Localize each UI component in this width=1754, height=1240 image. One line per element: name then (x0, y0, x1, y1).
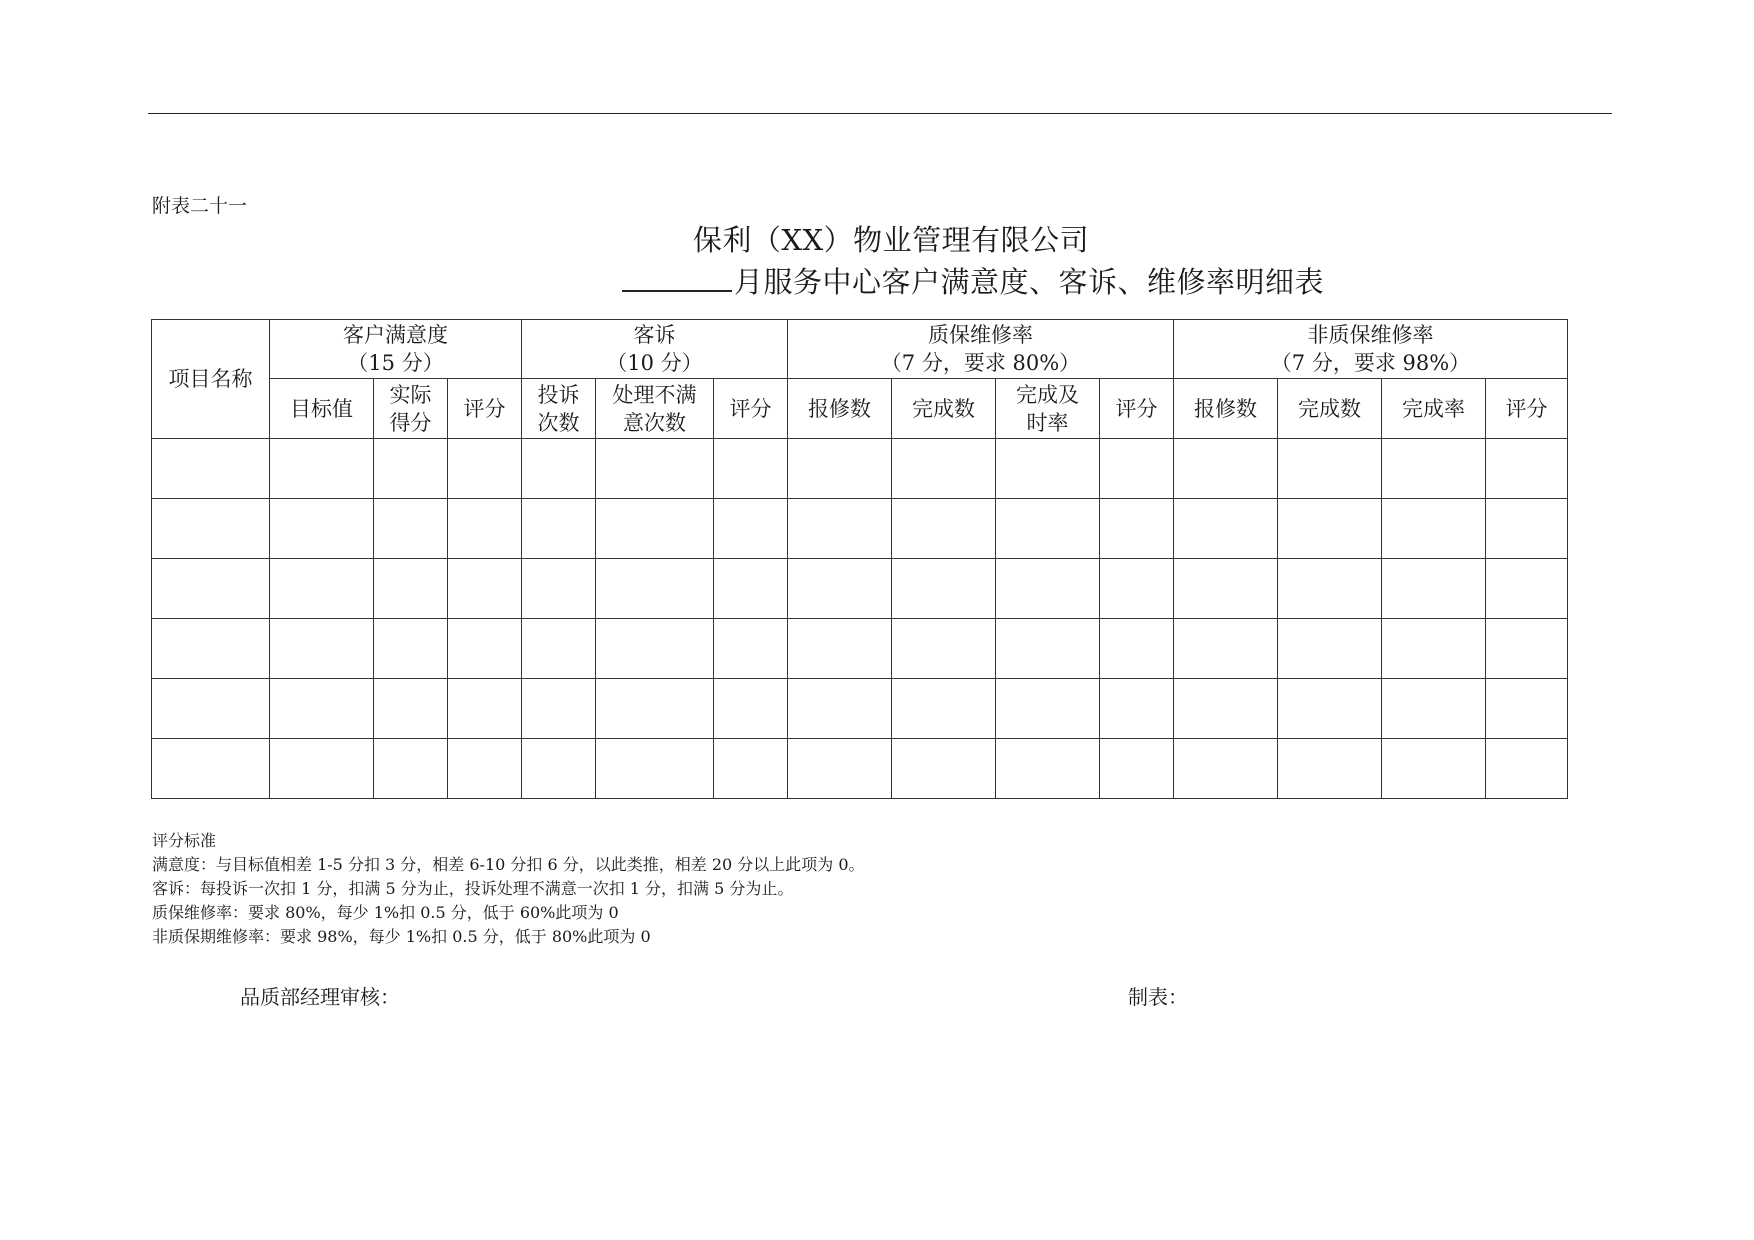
table-cell[interactable] (1100, 439, 1174, 499)
table-cell[interactable] (1100, 559, 1174, 619)
table-row (152, 619, 1568, 679)
header-column: 投诉 次数 (522, 379, 596, 439)
detail-table (151, 319, 1568, 799)
table-cell[interactable] (714, 739, 788, 799)
table-cell[interactable] (1486, 619, 1568, 679)
table-cell[interactable] (522, 439, 596, 499)
table-row (152, 679, 1568, 739)
header-rule (148, 113, 1612, 114)
table-cell[interactable] (1174, 439, 1278, 499)
header-group-name: 质保维修率 (928, 323, 1033, 347)
notes-line: 满意度：与目标值相差 1-5 分扣 3 分，相差 6-10 分扣 6 分，以此类推，相差 20 分以上此项为 0。 (152, 855, 865, 874)
table-cell[interactable] (1382, 679, 1486, 739)
table-cell[interactable] (1486, 499, 1568, 559)
header-group (270, 320, 522, 379)
notes-title: 评分标准 (152, 831, 217, 850)
table-cell[interactable] (596, 739, 714, 799)
header-column: 处理不满 意次数 (596, 379, 714, 439)
table-cell[interactable] (996, 559, 1100, 619)
table-row (152, 559, 1568, 619)
table-cell[interactable] (996, 739, 1100, 799)
notes-line: 非质保期维修率：要求 98%，每少 1%扣 0.5 分，低于 80%此项为 0 (152, 927, 651, 946)
scoring-notes (152, 829, 865, 949)
header-group-detail: （15 分） (347, 351, 444, 375)
table-cell[interactable] (1382, 499, 1486, 559)
table-cell[interactable] (374, 739, 448, 799)
table-cell[interactable] (374, 559, 448, 619)
table-row (152, 439, 1568, 499)
header-column: 评分 (1486, 379, 1568, 439)
header-column: 完成数 (892, 379, 996, 439)
table-cell[interactable] (892, 619, 996, 679)
table-cell[interactable] (270, 499, 374, 559)
table-cell[interactable] (596, 439, 714, 499)
table-cell[interactable] (270, 619, 374, 679)
table-cell[interactable] (1174, 559, 1278, 619)
table-cell[interactable] (270, 739, 374, 799)
table-cell[interactable] (1278, 559, 1382, 619)
table-cell[interactable] (1486, 559, 1568, 619)
table-cell[interactable] (374, 499, 448, 559)
table-cell[interactable] (374, 679, 448, 739)
table-row (152, 499, 1568, 559)
header-group-name: 非质保维修率 (1307, 323, 1434, 347)
table-cell[interactable] (714, 559, 788, 619)
header-column: 评分 (448, 379, 522, 439)
report-subtitle-text: 月服务中心客户满意度、客诉、维修率明细表 (734, 265, 1325, 299)
table-cell[interactable] (1382, 619, 1486, 679)
header-group-row (152, 320, 1568, 379)
table-cell[interactable] (596, 619, 714, 679)
header-group (1174, 320, 1568, 379)
table-cell[interactable] (1174, 619, 1278, 679)
table-cell[interactable] (892, 739, 996, 799)
table-cell[interactable] (374, 439, 448, 499)
table-cell[interactable] (788, 679, 892, 739)
table-cell[interactable] (1100, 739, 1174, 799)
notes-line: 质保维修率：要求 80%，每少 1%扣 0.5 分，低于 60%此项为 0 (152, 903, 619, 922)
table-cell[interactable] (1486, 679, 1568, 739)
table-cell[interactable] (892, 439, 996, 499)
table-header (152, 320, 1568, 439)
table-cell[interactable] (788, 499, 892, 559)
table-cell[interactable] (1382, 559, 1486, 619)
table-cell[interactable] (152, 559, 270, 619)
table-cell[interactable] (1382, 739, 1486, 799)
table-cell[interactable] (374, 619, 448, 679)
table-cell[interactable] (1486, 439, 1568, 499)
table-cell[interactable] (892, 559, 996, 619)
month-blank-line (622, 262, 732, 292)
table-cell[interactable] (788, 439, 892, 499)
header-column-row (152, 379, 1568, 439)
table-cell[interactable] (152, 739, 270, 799)
table-cell[interactable] (714, 679, 788, 739)
table-cell[interactable] (1174, 499, 1278, 559)
table-cell[interactable] (448, 739, 522, 799)
table-cell[interactable] (522, 499, 596, 559)
table-cell[interactable] (1486, 739, 1568, 799)
table-cell[interactable] (448, 439, 522, 499)
header-group-detail: （10 分） (606, 351, 703, 375)
table-cell[interactable] (152, 619, 270, 679)
table-cell[interactable] (1174, 739, 1278, 799)
table-cell[interactable] (270, 559, 374, 619)
table-cell[interactable] (152, 679, 270, 739)
table-cell[interactable] (596, 679, 714, 739)
header-group-detail: （7 分，要求 80%） (880, 351, 1081, 375)
notes-line: 客诉：每投诉一次扣 1 分，扣满 5 分为止，投诉处理不满意一次扣 1 分，扣满 5 分为止。 (152, 879, 794, 898)
table-cell[interactable] (996, 439, 1100, 499)
header-column: 目标值 (270, 379, 374, 439)
table-cell[interactable] (448, 619, 522, 679)
table-cell[interactable] (522, 739, 596, 799)
header-group (522, 320, 788, 379)
table-cell[interactable] (596, 499, 714, 559)
table-cell[interactable] (714, 439, 788, 499)
table-body (152, 439, 1568, 799)
table-cell[interactable] (270, 679, 374, 739)
table-cell[interactable] (152, 439, 270, 499)
header-column: 完成及 时率 (996, 379, 1100, 439)
table-cell[interactable] (714, 499, 788, 559)
table-cell[interactable] (522, 559, 596, 619)
preparer-signature: 制表： (1128, 985, 1188, 1009)
company-title (0, 218, 1754, 259)
table-cell[interactable] (1382, 439, 1486, 499)
table-cell[interactable] (152, 499, 270, 559)
table-cell[interactable] (996, 619, 1100, 679)
header-group-name: 客诉 (633, 323, 676, 347)
header-item-name: 项目名称 (152, 320, 270, 439)
header-group-name: 客户满意度 (343, 323, 448, 347)
table-cell[interactable] (448, 559, 522, 619)
table-cell[interactable] (1278, 679, 1382, 739)
header-column: 实际 得分 (374, 379, 448, 439)
header-group-detail: （7 分，要求 98%） (1270, 351, 1471, 375)
table-cell[interactable] (1278, 739, 1382, 799)
header-column: 完成率 (1382, 379, 1486, 439)
table-cell[interactable] (714, 619, 788, 679)
table-cell[interactable] (996, 679, 1100, 739)
table-row (152, 739, 1568, 799)
header-column: 报修数 (788, 379, 892, 439)
table-cell[interactable] (1278, 619, 1382, 679)
table-cell[interactable] (1278, 439, 1382, 499)
header-column: 评分 (714, 379, 788, 439)
table-cell[interactable] (596, 559, 714, 619)
table-cell[interactable] (788, 619, 892, 679)
header-column: 完成数 (1278, 379, 1382, 439)
table-cell[interactable] (522, 619, 596, 679)
table-cell[interactable] (892, 679, 996, 739)
table-cell[interactable] (1278, 499, 1382, 559)
header-column: 报修数 (1174, 379, 1278, 439)
table-cell[interactable] (996, 499, 1100, 559)
table-cell[interactable] (788, 739, 892, 799)
manager-review-signature: 品质部经理审核： (240, 985, 400, 1009)
table-cell[interactable] (1174, 679, 1278, 739)
table-cell[interactable] (522, 679, 596, 739)
table-cell[interactable] (788, 559, 892, 619)
header-group (788, 320, 1174, 379)
table-cell[interactable] (448, 499, 522, 559)
table-cell[interactable] (270, 439, 374, 499)
table-cell[interactable] (1100, 499, 1174, 559)
report-subtitle (622, 260, 1324, 301)
table-cell[interactable] (892, 499, 996, 559)
table-cell[interactable] (1100, 619, 1174, 679)
appendix-label: 附表二十一 (152, 195, 248, 217)
table-cell[interactable] (1100, 679, 1174, 739)
header-column: 评分 (1100, 379, 1174, 439)
table-cell[interactable] (448, 679, 522, 739)
company-title-text: 保利（XX）物业管理有限公司 (692, 223, 1090, 257)
